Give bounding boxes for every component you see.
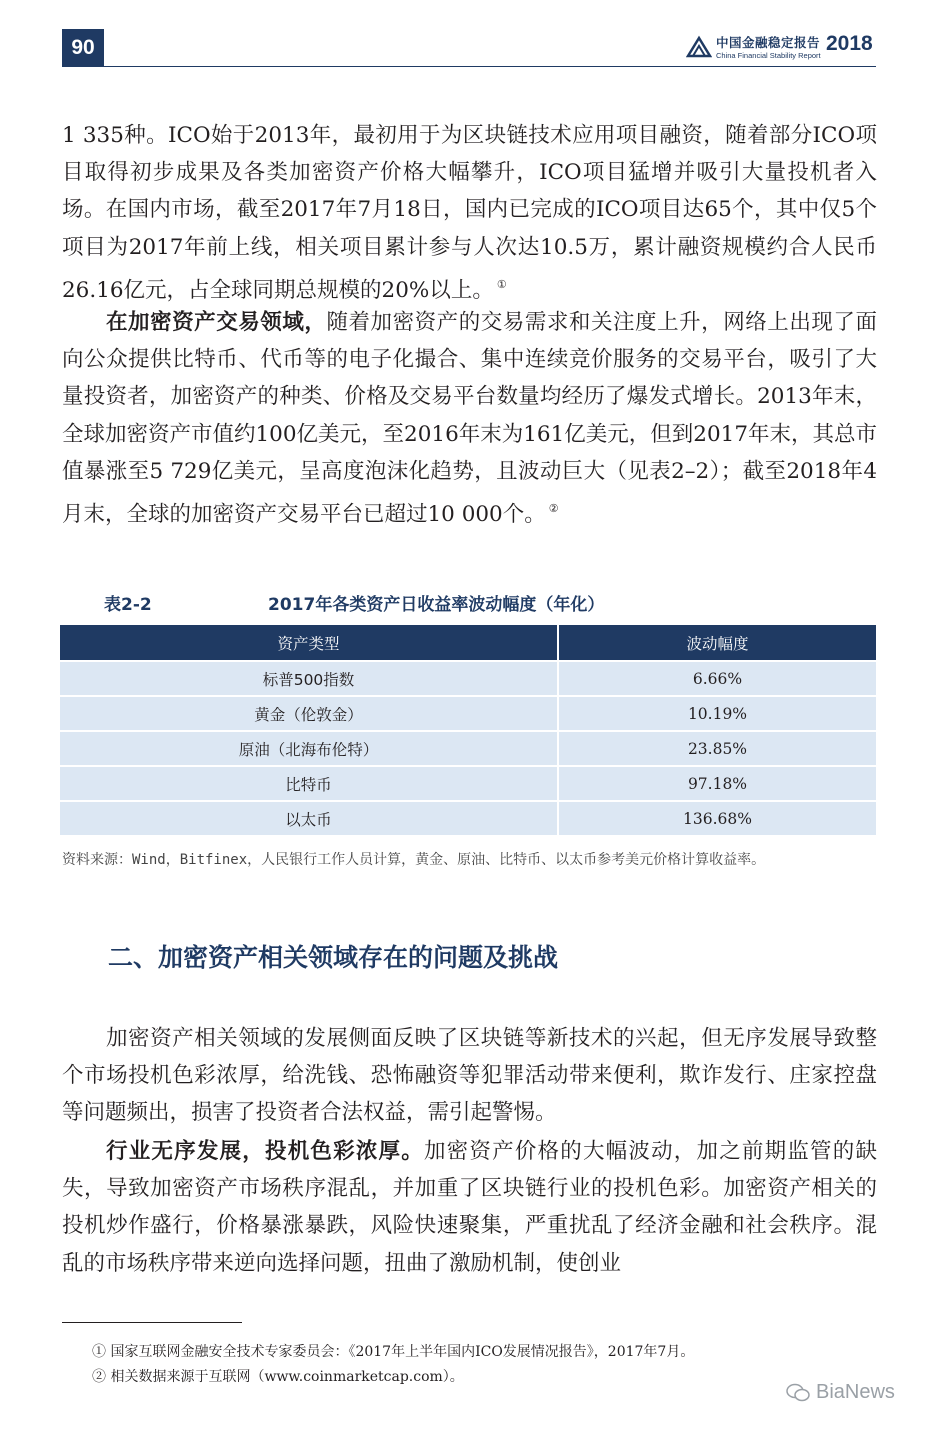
volatility-table <box>60 625 876 835</box>
column-header-volatility: 波动幅度 <box>558 625 876 661</box>
asset-cell: 比特币 <box>60 766 558 801</box>
paragraph-2-lead: 在加密资产交易领域， <box>106 310 327 335</box>
paragraph-4-lead: 行业无序发展，投机色彩浓厚。 <box>106 1139 424 1164</box>
report-year: 2018 <box>826 32 873 55</box>
table-row <box>60 766 876 801</box>
watermark-text: BiaNews <box>816 1381 895 1403</box>
paragraph-4-text: 加密资产价格的大幅波动，加之前期监管的缺失，导致加密资产市场秩序混乱，并加重了区块链行业的投机色彩。加密资产相关的投机炒作盛行，价格暴涨暴跌，风险快速聚集，严重扰乱了经济金融和社会秩序。混乱的市场秩序带来逆向选择问题，扭曲了激励机制，使创业 <box>62 1139 877 1276</box>
footnote-ref-1[interactable]: ① <box>496 277 507 291</box>
table-source-note: 资料来源：Wind，Bitfinex，人民银行工作人员计算，黄金、原油、比特币、以太币参考美元价格计算收益率。 <box>62 852 766 868</box>
page-number: 90 <box>62 29 104 67</box>
section-heading: 二、加密资产相关领域存在的问题及挑战 <box>108 943 559 972</box>
asset-cell: 以太币 <box>60 801 558 835</box>
footnote-ref-2[interactable]: ② <box>548 502 559 516</box>
table-header-row <box>60 625 876 661</box>
paragraph-3: 加密资产相关领域的发展侧面反映了区块链等新技术的兴起，但无序发展导致整个市场投机色彩浓厚，给洗钱、恐怖融资等犯罪活动带来便利，欺诈发行、庄家控盘等问题频出，损害了投资者合法权益，需引起警惕。 <box>62 1026 877 1126</box>
volatility-cell: 136.68% <box>558 801 876 835</box>
chat-bubble-icon <box>786 1383 810 1403</box>
header-rule <box>62 66 876 67</box>
paragraph-2-text: 随着加密资产的交易需求和关注度上升，网络上出现了面向公众提供比特币、代币等的电子化撮合、集中连续竞价服务的交易平台，吸引了大量投资者，加密资产的种类、价格及交易平台数量均经历了爆发式增长。2013年末，全球加密资产市值约100亿美元，至2016年末为161亿美元，但到2017年末，其总市值暴涨至5 729亿美元，呈高度泡沫化趋势，且波动巨大（见表2–2）；截至2018年4月末，全球的加密资产交易平台已超过10 000个。 <box>62 310 878 528</box>
table-caption-number: 表2-2 <box>104 595 152 615</box>
paragraph-1 <box>62 117 877 309</box>
footnote-1: ① 国家互联网金融安全技术专家委员会：《2017年上半年国内ICO发展情况报告》，2017年7月。 <box>92 1344 695 1360</box>
report-logo-icon <box>686 34 712 60</box>
report-title: 中国金融稳定报告 <box>716 36 821 50</box>
table-row <box>60 801 876 835</box>
report-subtitle: China Financial Stability Report <box>716 51 821 60</box>
footnote-rule <box>62 1322 242 1323</box>
column-header-asset: 资产类型 <box>60 625 558 661</box>
table-row <box>60 696 876 731</box>
table-row <box>60 661 876 696</box>
table-row <box>60 731 876 766</box>
asset-cell: 标普500指数 <box>60 661 558 696</box>
paragraph-2 <box>62 304 877 533</box>
paragraph-4 <box>62 1133 877 1282</box>
asset-cell: 原油（北海布伦特） <box>60 731 558 766</box>
volatility-cell: 23.85% <box>558 731 876 766</box>
paragraph-1-text: 1 335种。ICO始于2013年，最初用于为区块链技术应用项目融资，随着部分ICO项目取得初步成果及各类加密资产价格大幅攀升，ICO项目猛增并吸引大量投机者入场。在国内市场，截至2017年7月18日，国内已完成的ICO项目达65个，其中仅5个项目为2017年前上线，相关项目累计参与人次达10.5万，累计融资规模约合人民币26.16亿元，占全球同期总规模的20%以上。 <box>62 123 877 303</box>
watermark <box>786 1381 895 1404</box>
volatility-cell: 6.66% <box>558 661 876 696</box>
footnote-2: ② 相关数据来源于互联网（www.coinmarketcap.com）。 <box>92 1369 464 1385</box>
volatility-cell: 10.19% <box>558 696 876 731</box>
asset-cell: 黄金（伦敦金） <box>60 696 558 731</box>
table-caption-title: 2017年各类资产日收益率波动幅度（年化） <box>268 595 605 615</box>
volatility-cell: 97.18% <box>558 766 876 801</box>
